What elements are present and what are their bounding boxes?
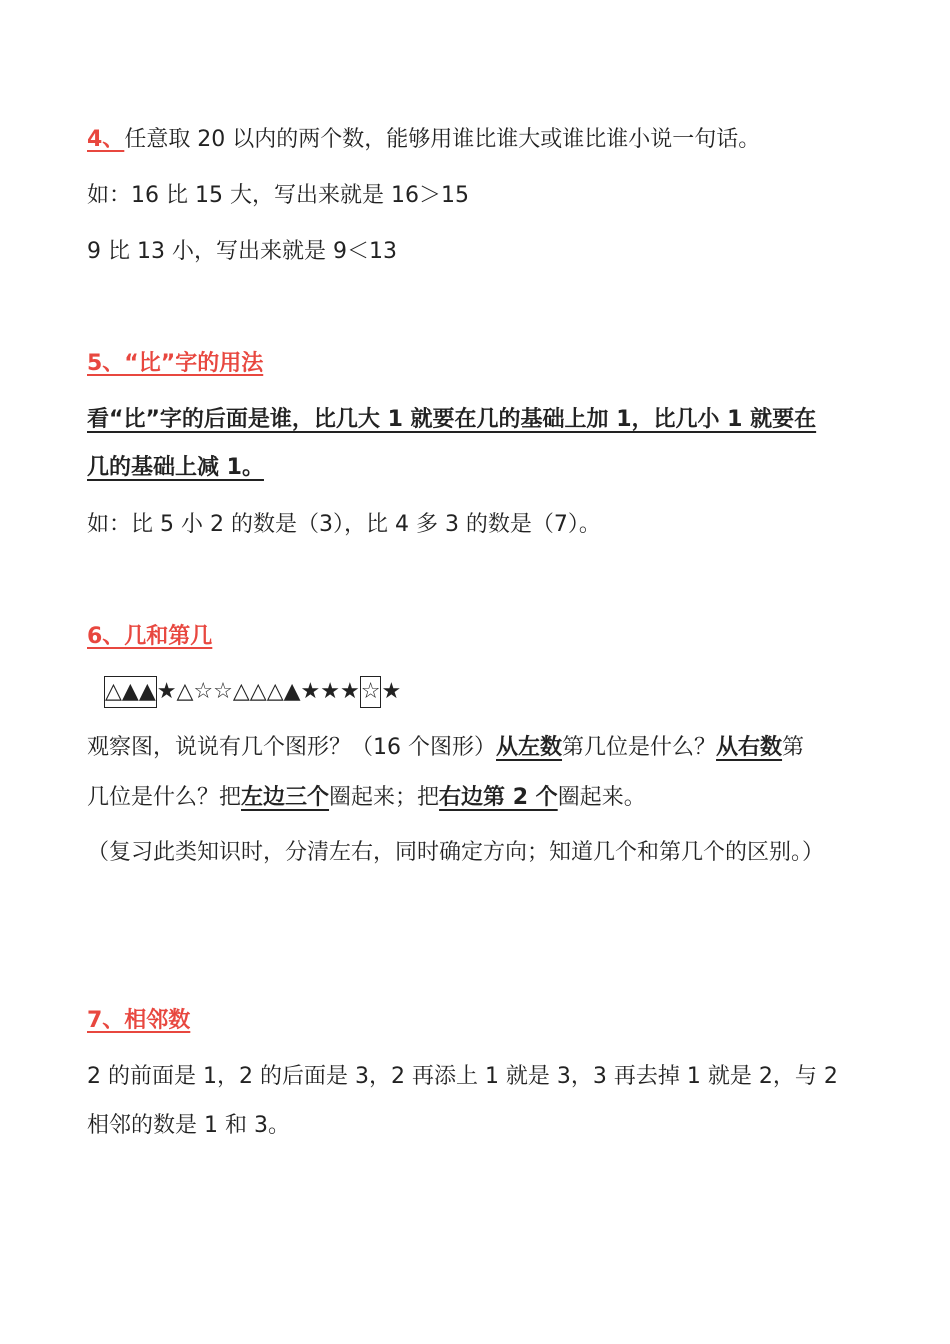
section-6-question-line-1 xyxy=(87,733,804,763)
question-text: 圈起来；把 xyxy=(329,785,440,810)
shape-sequence xyxy=(104,676,401,708)
section-7-title: 7、相邻数 xyxy=(87,1008,191,1033)
section-6-note: （复习此类知识时，分清左右，同时确定方向；知道几个和第几个的区别。） xyxy=(87,840,825,865)
question-text: 圈起来。 xyxy=(557,785,646,810)
question-text: 几位是什么？把 xyxy=(87,785,242,810)
section-7-line-2: 相邻的数是 1 和 3。 xyxy=(87,1113,290,1138)
section-5-example: 如：比 5 小 2 的数是（3），比 4 多 3 的数是（7）。 xyxy=(87,512,601,537)
section-5-rule-line-2: 几的基础上减 1。 xyxy=(87,455,264,480)
question-text: 第 xyxy=(782,735,805,760)
left-three-label: 左边三个 xyxy=(241,785,330,810)
section-5-rule-line-1: 看“比”字的后面是谁，比几大 1 就要在几的基础上加 1，比几小 1 就要在 xyxy=(87,407,817,432)
section-4-example-2: 9 比 13 小，写出来就是 9＜13 xyxy=(87,239,397,264)
shape-group-boxed-left: △▲▲ xyxy=(104,676,157,708)
question-text: 第几位是什么？ xyxy=(562,735,717,760)
shape-group-boxed-right: ☆ xyxy=(360,676,382,708)
shape-group-middle: ★△☆☆△△△▲★★★ xyxy=(156,679,360,704)
section-4-number: 4、 xyxy=(87,127,125,152)
question-text: 观察图，说说有几个图形？（16 个图形） xyxy=(87,735,496,760)
from-left-label: 从左数 xyxy=(496,735,563,760)
section-7-line-1: 2 的前面是 1，2 的后面是 3，2 再添上 1 就是 3，3 再去掉 1 就是 2，与 2 xyxy=(87,1064,838,1089)
section-5-title: 5、“比”字的用法 xyxy=(87,351,264,376)
right-second-label: 右边第 2 个 xyxy=(439,785,558,810)
section-4-example-1: 如：16 比 15 大，写出来就是 16＞15 xyxy=(87,183,469,208)
section-4-text: 任意取 20 以内的两个数，能够用谁比谁大或谁比谁小说一句话。 xyxy=(124,127,761,152)
section-4-heading xyxy=(87,125,760,155)
section-6-question-line-2 xyxy=(87,783,646,813)
from-right-label: 从右数 xyxy=(716,735,783,760)
section-6-title: 6、几和第几 xyxy=(87,624,213,649)
shape-group-end: ★ xyxy=(381,679,402,704)
